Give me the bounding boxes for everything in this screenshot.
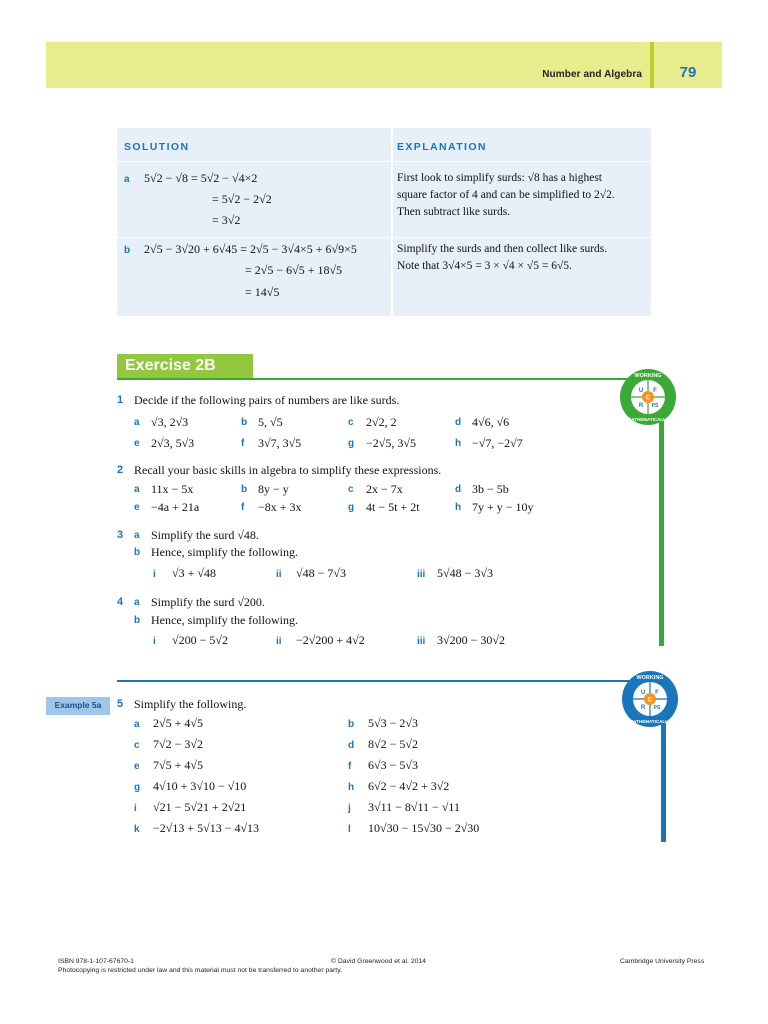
q4-part-value: 3√200 − 30√2 — [437, 633, 505, 647]
example-link-label: Example 5a — [54, 700, 102, 710]
solution-a-line1: 5√2 − √8 = 5√2 − √4×2 — [144, 171, 258, 185]
question-3-number: 3 — [117, 529, 124, 541]
q2-part-value: 8y − y — [258, 482, 289, 496]
q1-part-label: b — [241, 417, 248, 428]
example-link[interactable] — [46, 697, 110, 715]
q1-part-label: d — [455, 417, 462, 428]
svg-text:WORKING: WORKING — [636, 675, 664, 681]
svg-text:WORKING: WORKING — [634, 373, 662, 379]
footer-isbn: ISBN 978-1-107-67670-1 — [58, 958, 134, 965]
q1-part-value: −2√5, 3√5 — [366, 436, 416, 450]
q1-part-label: e — [134, 438, 140, 449]
q2-part-value: 4t − 5t + 2t — [366, 500, 420, 514]
page-header — [46, 42, 722, 88]
q1-part-label: c — [348, 417, 354, 428]
q2-part-label: b — [241, 484, 248, 495]
q1-part-label: h — [455, 438, 462, 449]
q4-part-label: ii — [276, 636, 282, 647]
svg-text:MATHEMATICALLY: MATHEMATICALLY — [629, 719, 671, 724]
q2-part-label: d — [455, 484, 462, 495]
q5-part-label: b — [348, 719, 355, 730]
solution-heading: SOLUTION — [124, 141, 190, 153]
solution-a-line2: = 5√2 − 2√2 — [212, 192, 272, 206]
q5-part-value: 6√2 − 4√2 + 3√2 — [368, 779, 450, 793]
q5-part-label: j — [348, 803, 351, 814]
question-4-number: 4 — [117, 596, 124, 608]
q5-part-label: g — [134, 782, 141, 793]
svg-text:MATHEMATICALLY: MATHEMATICALLY — [627, 417, 669, 422]
q2-part-value: 7y + y − 10y — [472, 500, 534, 514]
q3-part-label: i — [153, 569, 156, 580]
page-number: 79 — [679, 64, 697, 81]
solution-b-label: b — [124, 245, 131, 256]
q5-part-label: i — [134, 803, 137, 814]
solution-b-line2: = 2√5 − 6√5 + 18√5 — [245, 263, 343, 277]
q5-part-label: l — [348, 824, 351, 835]
q3-a-label: a — [134, 530, 140, 541]
q1-part-value: −√7, −2√7 — [472, 436, 523, 450]
q3-b-label: b — [134, 547, 141, 558]
q2-part-label: c — [348, 484, 354, 495]
q5-part-value: 8√2 − 5√2 — [368, 737, 418, 751]
q1-part-label: a — [134, 417, 140, 428]
solution-b-line3: = 14√5 — [245, 285, 280, 299]
q1-part-label: f — [241, 438, 245, 449]
q5-part-label: k — [134, 824, 140, 835]
q2-part-value: 2x − 7x — [366, 482, 403, 496]
exercise-title: Exercise 2B — [125, 357, 216, 374]
solution-a-exp2: square factor of 4 and can be simplified to 2√2. — [397, 189, 615, 201]
q4-b-text: Hence, simplify the following. — [151, 613, 298, 627]
svg-text:F: F — [655, 690, 659, 696]
solution-a-label: a — [124, 174, 130, 185]
solution-b-exp2: Note that 3√4×5 = 3 × √4 × √5 = 6√5. — [397, 260, 572, 272]
svg-text:R: R — [638, 403, 644, 409]
q3-part-label: iii — [417, 569, 426, 580]
q5-part-value: 10√30 − 15√30 − 2√30 — [368, 821, 480, 835]
svg-text:PS: PS — [653, 705, 661, 711]
solution-a-exp1: First look to simplify surds: √8 has a highest — [397, 172, 603, 184]
q2-part-value: −4a + 21a — [151, 500, 200, 514]
q3-part-label: ii — [276, 569, 282, 580]
q5-part-label: c — [134, 740, 140, 751]
exercise-rule — [117, 378, 663, 380]
q5-part-value: 3√11 − 8√11 − √11 — [368, 800, 460, 814]
q5-part-value: 6√3 − 5√3 — [368, 758, 418, 772]
svg-text:U: U — [640, 690, 646, 696]
q1-part-value: 3√7, 3√5 — [258, 436, 302, 450]
header-separator — [650, 42, 654, 88]
q2-part-label: g — [348, 502, 355, 513]
solution-b-line1: 2√5 − 3√20 + 6√45 = 2√5 − 3√4×5 + 6√9×5 — [144, 242, 357, 256]
q2-part-value: 3b − 5b — [472, 482, 509, 496]
q5-part-value: 7√5 + 4√5 — [153, 758, 203, 772]
q3-part-value: √48 − 7√3 — [296, 566, 346, 580]
q4-part-value: √200 − 5√2 — [172, 633, 228, 647]
q2-part-value: −8x + 3x — [258, 500, 302, 514]
q5-part-value: √21 − 5√21 + 2√21 — [153, 800, 247, 814]
q1-part-value: 5, √5 — [258, 415, 283, 429]
row-rule — [117, 237, 651, 238]
q1-part-value: 4√6, √6 — [472, 415, 510, 429]
q3-part-value: √3 + √48 — [172, 566, 216, 580]
section-rule-blue — [117, 680, 667, 682]
q1-part-value: √3, 2√3 — [151, 415, 189, 429]
solution-b-exp1: Simplify the surds and then collect like surds. — [397, 243, 608, 255]
q5-part-value: 7√2 − 3√2 — [153, 737, 203, 751]
q2-part-label: e — [134, 502, 140, 513]
q4-a-label: a — [134, 597, 140, 608]
q5-part-label: f — [348, 761, 352, 772]
exercise-title-tab — [117, 354, 253, 380]
explanation-heading: EXPLANATION — [397, 141, 487, 153]
q2-part-label: h — [455, 502, 462, 513]
q4-part-label: i — [153, 636, 156, 647]
svg-text:F: F — [653, 388, 657, 394]
q4-part-label: iii — [417, 636, 426, 647]
question-2-number: 2 — [117, 464, 124, 476]
solution-box — [117, 128, 651, 316]
q3-part-value: 5√48 − 3√3 — [437, 566, 493, 580]
q1-part-value: 2√3, 5√3 — [151, 436, 195, 450]
svg-text:C: C — [645, 395, 651, 402]
q4-part-value: −2√200 + 4√2 — [296, 633, 365, 647]
q5-part-label: e — [134, 761, 140, 772]
header-rule — [117, 161, 651, 162]
working-mathematically-icon — [619, 368, 677, 426]
question-5-text: Simplify the following. — [134, 697, 247, 711]
q2-part-label: f — [241, 502, 245, 513]
q1-part-label: g — [348, 438, 355, 449]
svg-text:U: U — [638, 388, 644, 394]
question-2-text: Recall your basic skills in algebra to simplify these expressions. — [134, 463, 442, 477]
solution-a-exp3: Then subtract like surds. — [397, 206, 511, 218]
footer-publisher: Cambridge University Press — [620, 958, 705, 965]
q3-a-text: Simplify the surd √48. — [151, 528, 259, 542]
section-title: Number and Algebra — [542, 69, 642, 80]
question-5-number: 5 — [117, 698, 124, 710]
q5-part-value: 2√5 + 4√5 — [153, 716, 203, 730]
q1-part-value: 2√2, 2 — [366, 415, 397, 429]
q4-a-text: Simplify the surd √200. — [151, 595, 265, 609]
footer-copyright: © David Greenwood et al. 2014 — [331, 958, 426, 965]
q2-part-value: 11x − 5x — [151, 482, 194, 496]
q5-part-value: −2√13 + 5√13 − 4√13 — [153, 821, 260, 835]
q5-part-value: 5√3 − 2√3 — [368, 716, 418, 730]
footer-notice: Photocopying is restricted under law and this material must not be transferred to another party. — [58, 967, 342, 974]
column-divider — [391, 128, 393, 316]
question-1-text: Decide if the following pairs of numbers are like surds. — [134, 393, 400, 407]
q3-b-text: Hence, simplify the following. — [151, 545, 298, 559]
solution-a-line3: = 3√2 — [212, 213, 241, 227]
svg-text:PS: PS — [651, 403, 659, 409]
q5-part-label: h — [348, 782, 355, 793]
question-1-number: 1 — [117, 394, 124, 406]
q2-part-label: a — [134, 484, 140, 495]
q4-b-label: b — [134, 615, 141, 626]
svg-text:R: R — [640, 705, 646, 711]
svg-text:C: C — [647, 697, 653, 704]
q5-part-value: 4√10 + 3√10 − √10 — [153, 779, 247, 793]
q5-part-label: a — [134, 719, 140, 730]
working-mathematically-icon — [621, 670, 679, 728]
q5-part-label: d — [348, 740, 355, 751]
